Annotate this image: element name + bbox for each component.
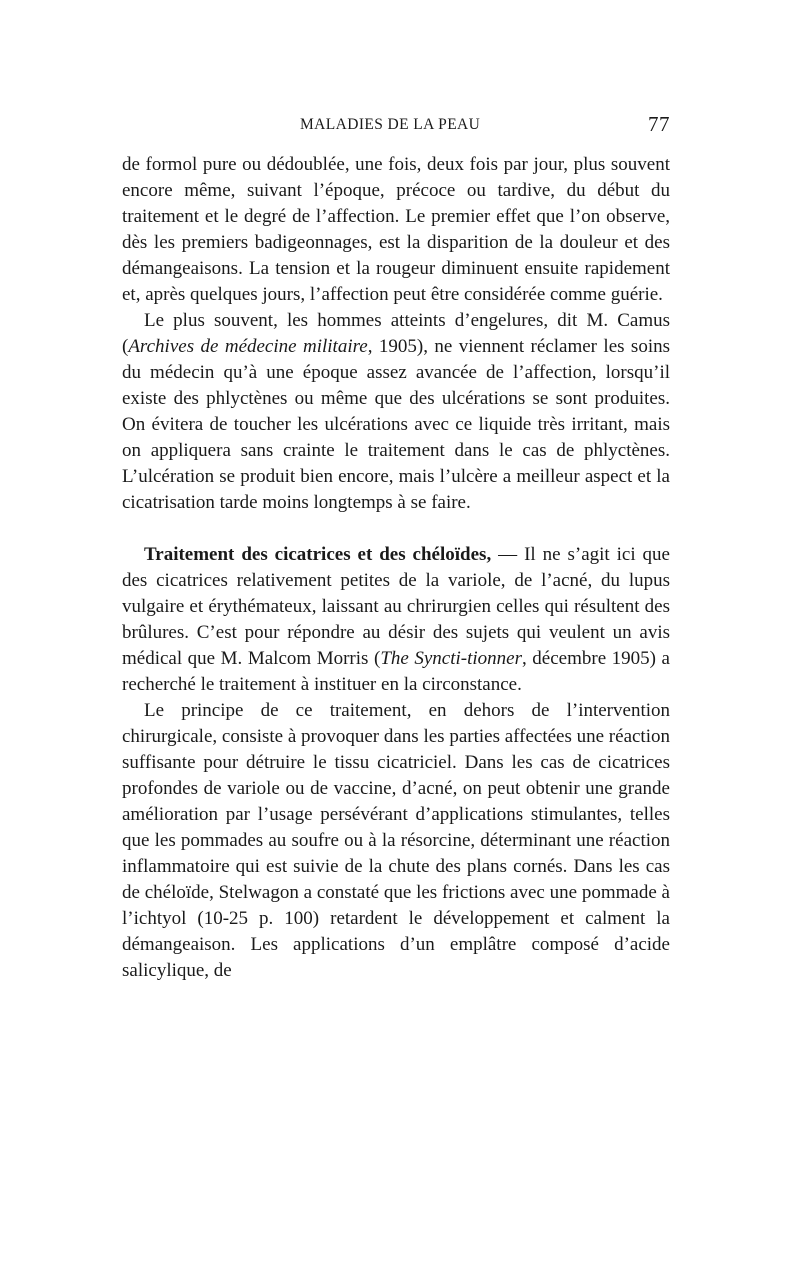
text-span: , 1905), ne viennent réclamer les soins du médecin qu’à une époque assez avancée de l’affection, lorsqu’il existe des phlyctènes ou même que des ulcérations se sont produites. On évitera de toucher les ulcérations avec ce liquide très irritant, mais on appliquera sans crainte le traitement dans le cas de phlyctènes. L’ulcération se produit bien encore, mais l’ulcère a meilleur aspect et la cicatrisation tarde moins longtemps à se faire. [122,336,670,513]
paragraph-cicatrices [122,542,670,698]
citation-title: The Syncti-tionner [380,648,522,669]
body-text [122,152,670,984]
text-span: Le plus souvent, les hommes atteints d’engelures, dit M. Camus ( [122,310,670,357]
paragraph-continuation: de formol pure ou dédoublée, une fois, deux fois par jour, plus souvent encore même, suivant l’époque, précoce ou tardive, du début du traitement et le degré de l’affection. Le premier effet que l’on observe, dès les premiers badigeonnages, est la disparition de la douleur et des démangeaisons. La tension et la rougeur diminuent ensuite rapidement et, après quelques jours, l’affection peut être considérée comme guérie. [122,154,670,305]
section-heading: Traitement des cicatrices et des chéloïdes, [144,544,492,565]
book-page [122,112,670,984]
running-header [122,112,670,138]
citation-title: Archives de médecine militaire [128,336,368,357]
running-title: MALADIES DE LA PEAU [300,116,481,133]
paragraph-principe: Le principe de ce traitement, en dehors de l’intervention chirurgicale, consiste à provoquer dans les parties affectées une réaction suffisante pour détruire le tissu cicatriciel. Dans les cas de cicatrices profondes de variole ou de vaccine, d’acné, on peut obtenir une grande amélioration par l’usage persévérant d’applications stimulantes, telles que les pommades au soufre ou à la résorcine, déterminant une réaction inflammatoire qui est suivie de la chute des plans cornés. Dans les cas de chéloïde, Stelwagon a constaté que les frictions avec une pommade à l’ichtyol (10-25 p. 100) retardent le développement et calment la démangeaison. Les applications d’un emplâtre composé d’acide salicylique, de [122,700,670,981]
paragraph-engelures [122,308,670,516]
page-number: 77 [648,112,670,136]
text-span: — Il ne s’agit ici que des cicatrices relativement petites de la variole, de l’acné, du lupus vulgaire et érythémateux, laissant au chrirurgien celles qui résultent des brûlures. C’est pour répondre au désir des sujets qui veulent un avis médical que M. Malcom Morris ( [122,544,670,669]
text-span: , décembre 1905) a recherché le traitement à instituer en la circonstance. [122,648,670,695]
